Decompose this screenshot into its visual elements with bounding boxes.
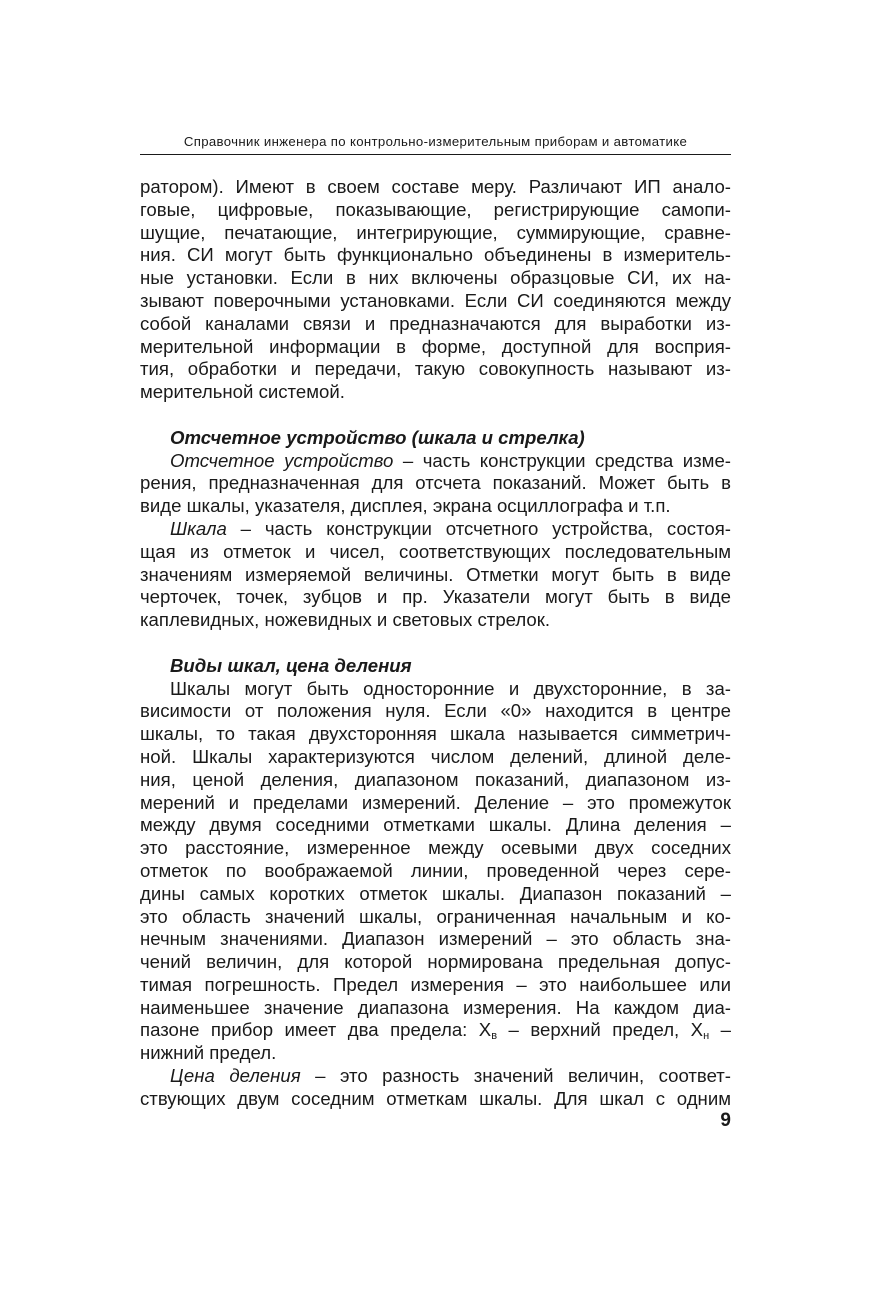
section-heading: Отсчетное устройство (шкала и стрелка) [170,426,585,448]
running-header: Справочник инженера по контрольно-измерительным приборам и автоматике [183,134,688,149]
subscript-lower: н [703,1030,710,1043]
paragraph-gap [140,404,731,427]
text-line: мерений и пределами измерений. Деление – это промежуток [140,791,731,813]
text-line: ной. Шкалы характеризуются числом делений, длиной деле- [140,745,731,767]
text-span: – часть конструкции средства изме- [393,449,731,471]
subscript-upper: в [491,1030,498,1043]
header-rule [140,154,731,155]
text-line: рения, предназначенная для отсчета показаний. Может быть в [140,472,731,494]
text-line: это расстояние, измеренное между осевыми двух соседних [140,837,731,859]
text-line [140,1065,731,1088]
text-line: ния, ценой деления, диапазоном показаний, диапазоном из- [140,768,731,790]
text-span: – верхний предел, Х [497,1019,704,1041]
text-span: – [709,1019,731,1041]
text-line: собой каналами связи и предназначаются для выработки из- [140,312,731,334]
text-line: висимости от положения нуля. Если «0» находится в центре [140,700,731,722]
text-line: дины самых коротких отметок шкалы. Диапазон показаний – [140,882,731,904]
text-line: нижний предел. [140,1042,277,1064]
text-line: зывают поверочными установками. Если СИ соединяются между [140,289,731,311]
text-line: чений величин, для которой нормирована предельная допус- [140,951,731,973]
text-line: тимая погрешность. Предел измерения – это наибольшее или [140,973,731,995]
page-number: 9 [720,1110,731,1131]
text-line: шущие, печатающие, интегрирующие, суммирующие, сравне- [140,221,731,243]
body-text [140,176,731,1111]
text-line: ствующих двум соседним отметкам шкалы. Для шкал с одним [140,1087,731,1109]
section-heading: Виды шкал, цена деления [170,654,412,676]
text-line: шкалы, то такая двухсторонняя шкала называется симметрич- [140,723,731,745]
paragraph-gap [140,632,731,655]
text-line [140,450,731,473]
text-line: ные установки. Если в них включены образцовые СИ, их на- [140,267,731,289]
text-line: виде шкалы, указателя, дисплея, экрана осциллографа и т.п. [140,495,671,517]
text-line: между двумя соседними отметками шкалы. Длина деления – [140,814,731,836]
text-line: ния. СИ могут быть функционально объединены в измеритель- [140,244,731,266]
text-line: это область значений шкалы, ограниченная начальным и ко- [140,905,731,927]
text-line: ратором). Имеют в своем составе меру. Различают ИП анало- [140,176,731,197]
text-line: мерительной информации в форме, доступной для восприя- [140,335,731,357]
text-line: говые, цифровые, показывающие, регистрирующие самопи- [140,198,731,220]
text-line: наименьшее значение диапазона измерения. На каждом диа- [140,996,731,1018]
text-line [140,518,731,541]
text-line: отметок по воображаемой линии, проведенной через сере- [140,859,731,881]
term: Отсчетное устройство [170,449,394,471]
term: Цена деления [170,1065,301,1087]
text-line: мерительной системой. [140,381,345,403]
text-line: Шкалы могут быть односторонние и двухсторонние, в за- [170,677,731,699]
text-span: – это разность значений величин, соответ- [300,1065,731,1087]
text-line: щая из отметок и чисел, соответствующих последовательным [140,540,731,562]
text-span: – часть конструкции отсчетного устройства, состоя- [226,517,731,539]
term: Шкала [170,517,227,539]
text-line: нечным значениями. Диапазон измерений – это область зна- [140,928,731,950]
text-line: значениям измеряемой величины. Отметки могут быть в виде [140,563,731,585]
text-span: пазоне прибор имеет два предела: Х [140,1019,492,1041]
text-line: черточек, точек, зубцов и пр. Указатели могут быть в виде [140,586,731,608]
text-line: каплевидных, ножевидных и световых стрелок. [140,609,551,631]
text-line: тия, обработки и передачи, такую совокупность называют из- [140,358,731,380]
limits-line [140,1019,731,1042]
